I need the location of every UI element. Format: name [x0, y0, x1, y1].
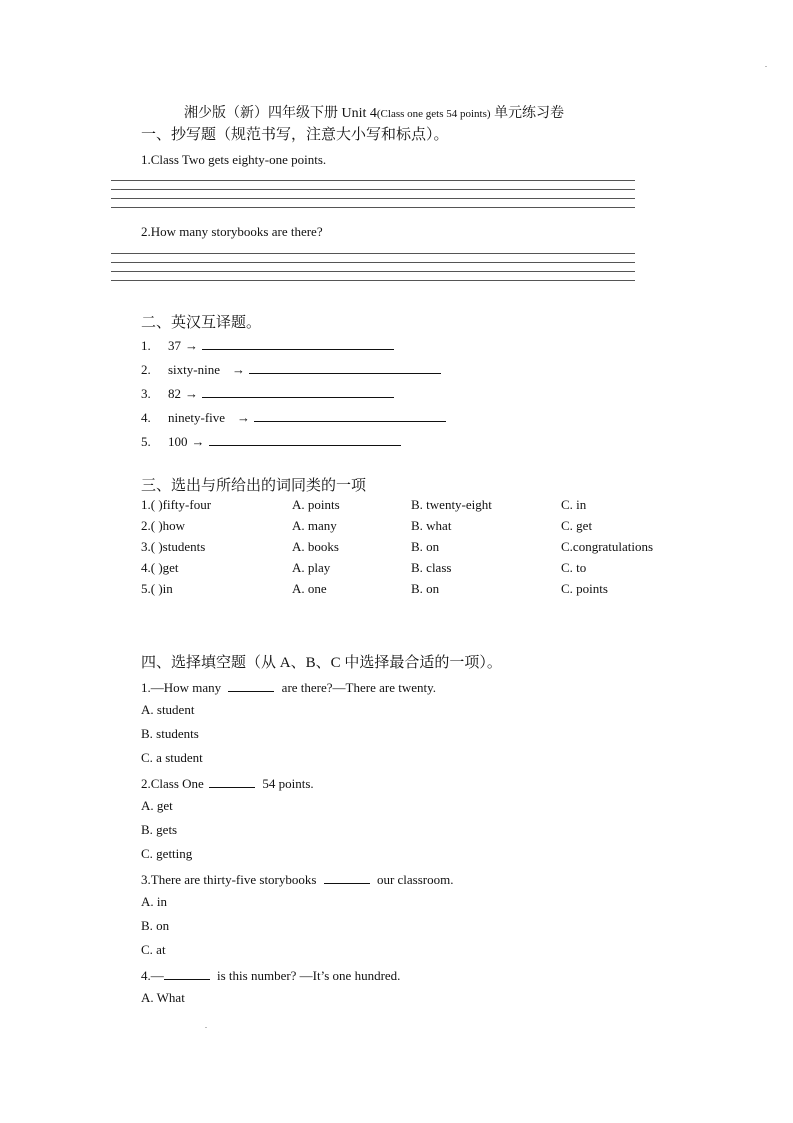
- section3-heading: 三、选出与所给出的词同类的一项: [141, 478, 367, 494]
- choice-option[interactable]: B. students: [141, 726, 199, 741]
- option-b[interactable]: B. twenty-eight: [411, 497, 492, 512]
- choice-option[interactable]: C. getting: [141, 846, 193, 861]
- option-a[interactable]: A. many: [292, 518, 337, 533]
- row-stem: 1.( )fifty-four: [141, 497, 212, 512]
- option-b[interactable]: B. class: [411, 560, 452, 575]
- copy-item-1: 1.Class Two gets eighty-one points.: [141, 152, 327, 167]
- section1-heading: 一、抄写题（规范书写，注意大小写和标点）。: [141, 127, 449, 143]
- answer-blank[interactable]: [254, 408, 446, 422]
- option-c[interactable]: C. get: [561, 518, 593, 533]
- arrow-icon: →: [185, 386, 198, 401]
- answer-blank[interactable]: [202, 384, 394, 398]
- arrow-icon: →: [191, 434, 205, 449]
- translate-item-4: [141, 408, 446, 426]
- answer-blank[interactable]: [228, 678, 274, 692]
- question-text-post: are there?—There are twenty.: [281, 680, 437, 695]
- choice-option[interactable]: B. on: [141, 918, 170, 933]
- title-main: 湘少版（新）四年级下册 Unit 4: [184, 106, 377, 121]
- option-b[interactable]: B. on: [411, 539, 440, 554]
- question-text-post: our classroom.: [376, 872, 454, 887]
- item-text: sixty-nine: [168, 362, 220, 377]
- item-number: 1.: [141, 338, 151, 353]
- item-text: 37: [168, 338, 181, 353]
- classify-row-2: [141, 518, 701, 536]
- scan-speck: [765, 66, 767, 67]
- option-a[interactable]: A. books: [292, 539, 339, 554]
- classify-row-3: [141, 539, 701, 557]
- item-text: ninety-five: [168, 410, 226, 425]
- choice-option[interactable]: C. a student: [141, 750, 203, 765]
- choice-question-4: [141, 966, 400, 984]
- item-text: 100: [168, 434, 188, 449]
- classify-row-4: [141, 560, 701, 578]
- scan-speck: [205, 1027, 207, 1028]
- translate-item-3: [141, 384, 394, 402]
- row-stem: 4.( )get: [141, 560, 179, 575]
- answer-blank[interactable]: [209, 432, 401, 446]
- item-number: 5.: [141, 434, 151, 449]
- option-a[interactable]: A. one: [292, 581, 327, 596]
- answer-blank[interactable]: [202, 336, 394, 350]
- writing-lines-2[interactable]: [111, 253, 635, 281]
- option-b[interactable]: B. what: [411, 518, 452, 533]
- option-a[interactable]: A. points: [292, 497, 340, 512]
- section2-heading: 二、英汉互译题。: [141, 315, 262, 331]
- arrow-icon: →: [237, 410, 251, 425]
- section4-heading: 四、选择填空题（从 A、B、C 中选择最合适的一项）。: [141, 655, 502, 671]
- question-text-post: is this number? —It’s one hundred.: [217, 968, 401, 983]
- question-text-pre: 4.—: [141, 968, 164, 983]
- option-c[interactable]: C. in: [561, 497, 587, 512]
- option-c[interactable]: C.congratulations: [561, 539, 654, 554]
- answer-blank[interactable]: [209, 774, 255, 788]
- option-c[interactable]: C. to: [561, 560, 587, 575]
- choice-question-3: [141, 870, 454, 888]
- choice-option[interactable]: C. at: [141, 942, 166, 957]
- title-tail: 单元练习卷: [494, 106, 565, 121]
- answer-blank[interactable]: [249, 360, 441, 374]
- option-a[interactable]: A. play: [292, 560, 331, 575]
- option-c[interactable]: C. points: [561, 581, 608, 596]
- item-number: 4.: [141, 410, 151, 425]
- writing-lines-1[interactable]: [111, 180, 635, 208]
- question-text-post: 54 points.: [262, 776, 314, 791]
- translate-item-1: [141, 336, 394, 354]
- title-sub: (Class one gets 54 points): [376, 108, 491, 120]
- choice-option[interactable]: A. student: [141, 702, 195, 717]
- question-text-pre: 2.Class One: [141, 776, 204, 791]
- row-stem: 2.( )how: [141, 518, 186, 533]
- choice-question-1: [141, 678, 436, 696]
- translate-item-5: [141, 432, 401, 450]
- answer-blank[interactable]: [164, 966, 210, 980]
- classify-row-1: [141, 497, 701, 515]
- translate-item-2: [141, 360, 441, 378]
- choice-option[interactable]: A. in: [141, 894, 167, 909]
- item-number: 3.: [141, 386, 151, 401]
- choice-option[interactable]: A. get: [141, 798, 173, 813]
- option-b[interactable]: B. on: [411, 581, 440, 596]
- question-text-pre: 1.—How many: [141, 680, 222, 695]
- choice-option[interactable]: A. What: [141, 990, 185, 1005]
- item-text: 82: [168, 386, 181, 401]
- row-stem: 3.( )students: [141, 539, 206, 554]
- choice-option[interactable]: B. gets: [141, 822, 178, 837]
- item-number: 2.: [141, 362, 151, 377]
- copy-item-2: 2.How many storybooks are there?: [141, 224, 323, 239]
- classify-row-5: [141, 581, 701, 599]
- answer-blank[interactable]: [324, 870, 370, 884]
- choice-question-2: [141, 774, 314, 792]
- row-stem: 5.( )in: [141, 581, 173, 596]
- arrow-icon: →: [232, 362, 245, 377]
- page-title: [184, 102, 564, 122]
- arrow-icon: →: [185, 338, 198, 353]
- question-text-pre: 3.There are thirty-five storybooks: [141, 872, 317, 887]
